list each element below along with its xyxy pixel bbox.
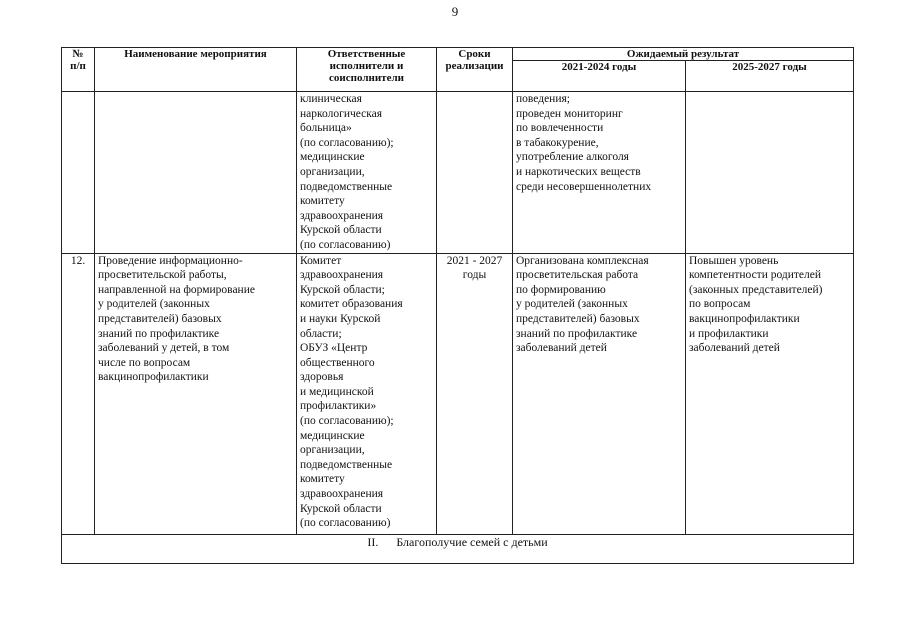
table-row	[62, 253, 854, 534]
row-period	[437, 92, 513, 254]
section-number: II.	[367, 534, 379, 549]
header-expected-result: Ожидаемый результат	[513, 48, 854, 61]
section-heading	[62, 534, 854, 563]
header-executors: Ответственные исполнители и соисполнители	[297, 48, 437, 92]
row-event: Проведение информационно- просветительской работы, направленной на формирование у родителей (законных представителей) базовых знаний по профилактике заболеваний у детей, в том числе по вопросам вакцинопрофилактики	[95, 253, 297, 534]
row-number	[62, 92, 95, 254]
row-period: 2021 - 2027 годы	[437, 253, 513, 534]
section-heading-row	[62, 534, 854, 563]
row-result-2025-2027: Повышен уровень компетентности родителей (законных представителей) по вопросам вакцинопрофилактики и профилактики заболеваний детей	[686, 253, 854, 534]
header-years-2025-2027: 2025-2027 годы	[686, 61, 854, 92]
header-years-2021-2024: 2021-2024 годы	[513, 61, 686, 92]
row-executors: Комитет здравоохранения Курской области; комитет образования и науки Курской области; ОБУЗ «Центр общественного здоровья и медицинской профилактики» (по согласованию); медицинские организации, подведомственные комитету здравоохранения Курской области (по согласованию)	[297, 253, 437, 534]
measures-table	[61, 47, 854, 564]
row-result-2021-2024: Организована комплексная просветительская работа по формированию у родителей (законных представителей) базовых знаний по профилактике заболеваний детей	[513, 253, 686, 534]
header-number: № п/п	[62, 48, 95, 92]
row-result-2021-2024: поведения; проведен мониторинг по вовлеченности в табакокурение, употребление алкоголя и наркотических веществ среди несовершеннолетних	[513, 92, 686, 254]
header-period: Сроки реализации	[437, 48, 513, 92]
page-number: 9	[451, 4, 459, 19]
section-title: Благополучие семей с детьми	[396, 534, 548, 549]
table-row	[62, 92, 854, 254]
row-number: 12.	[62, 253, 95, 534]
row-executors: клиническая наркологическая больница» (по согласованию); медицинские организации, подведомственные комитету здравоохранения Курской области (по согласованию)	[297, 92, 437, 254]
row-event	[95, 92, 297, 254]
header-event-name: Наименование мероприятия	[95, 48, 297, 92]
row-result-2025-2027	[686, 92, 854, 254]
